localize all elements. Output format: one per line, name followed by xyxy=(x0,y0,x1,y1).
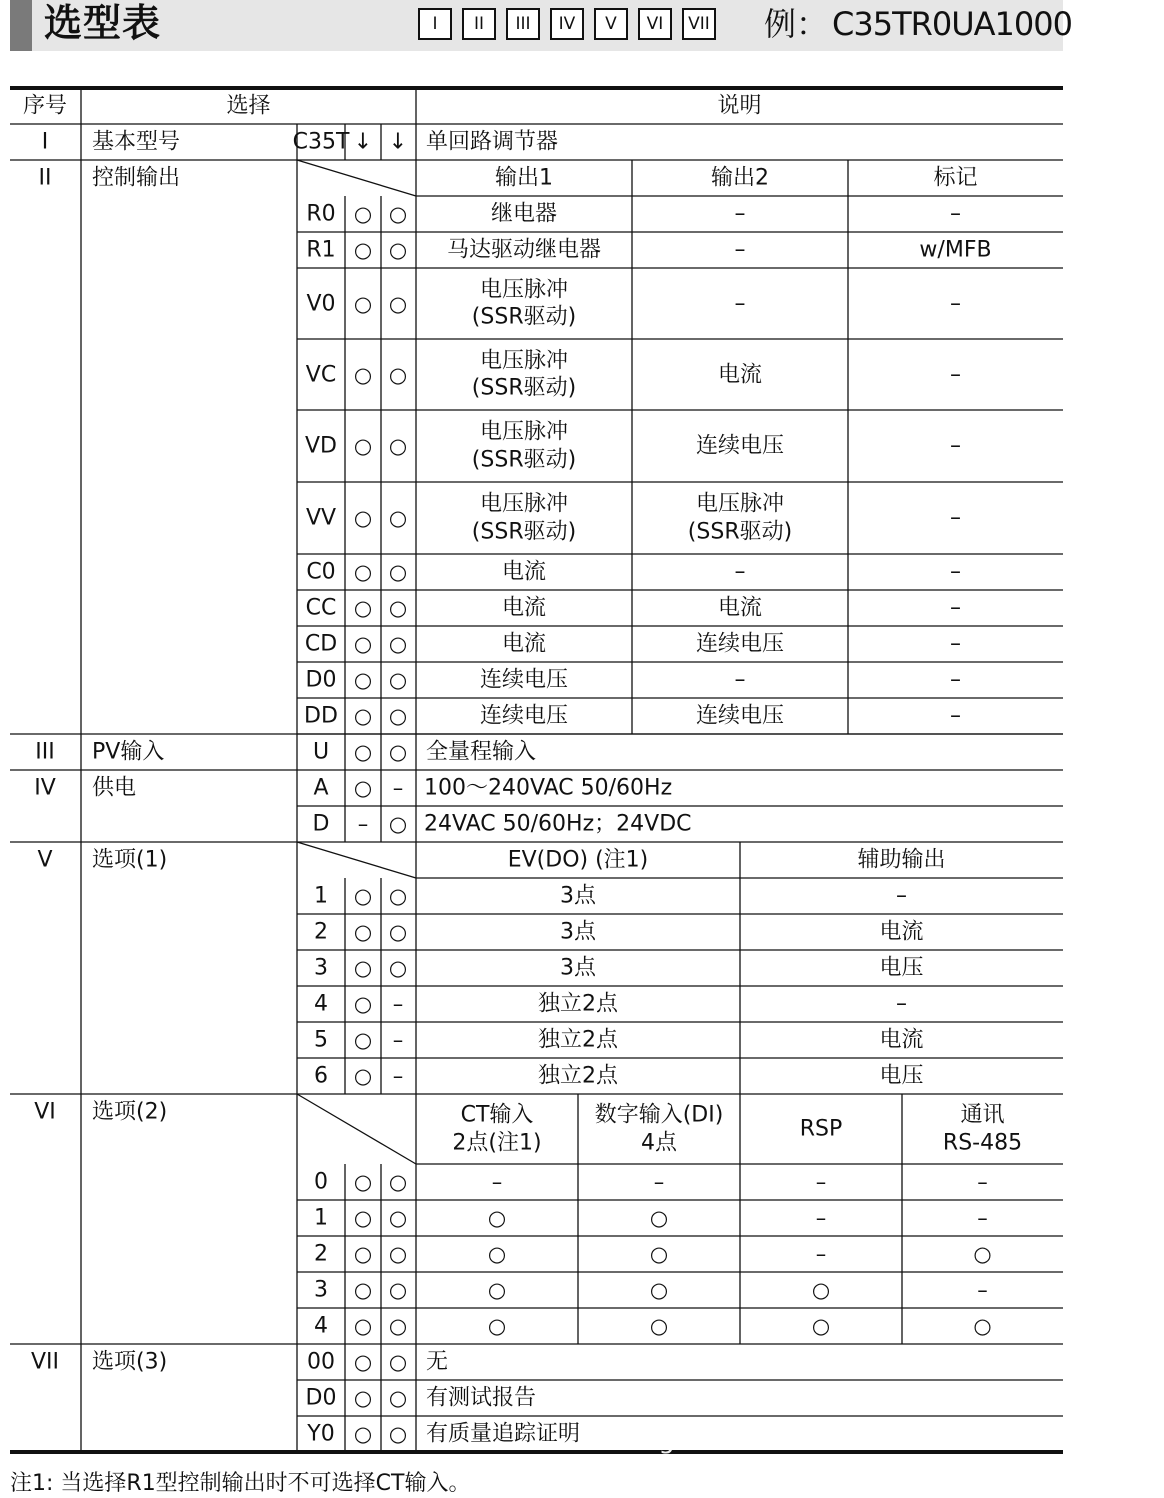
option-code: R0 xyxy=(306,201,336,227)
availability-mark: – xyxy=(357,811,369,836)
option-code: 0 xyxy=(314,1169,328,1195)
model-position-box: III xyxy=(506,8,540,40)
availability-mark: ○ xyxy=(353,991,373,1016)
availability-mark: ○ xyxy=(388,291,408,316)
feature-mark: ○ xyxy=(811,1313,831,1338)
availability-mark: ○ xyxy=(388,433,408,458)
availability-mark: ○ xyxy=(388,631,408,656)
feature-mark: – xyxy=(977,1277,988,1302)
section-name: 供电 xyxy=(92,775,137,801)
output2-value: – xyxy=(734,290,746,316)
option-code: DD xyxy=(304,703,338,729)
availability-mark: ○ xyxy=(353,955,373,980)
option-code: D0 xyxy=(305,1385,337,1411)
seq-VI: VI xyxy=(34,1099,56,1125)
availability-mark: ○ xyxy=(388,362,408,387)
option-code: D0 xyxy=(305,667,337,693)
option-code: 6 xyxy=(314,1063,328,1089)
output2-value: 电流 xyxy=(717,595,763,621)
model-position-box: VI xyxy=(638,8,672,40)
output1-value: 马达驱动继电器 xyxy=(446,237,602,263)
diagonal-line xyxy=(297,1094,416,1164)
output2-value: 连续电压 xyxy=(695,433,785,459)
column-header: 数字输入(DI) 4点 xyxy=(594,1102,724,1155)
aux-output-value: 电流 xyxy=(879,1027,924,1053)
base-model-code: C35T xyxy=(292,129,350,155)
availability-mark: ○ xyxy=(388,1169,408,1194)
description: 全量程输入 xyxy=(426,739,537,765)
feature-mark: – xyxy=(815,1169,827,1194)
down-arrow-icon: ↓ xyxy=(388,129,408,155)
output1-value: 电压脉冲 (SSR驱动) xyxy=(471,491,577,544)
ev-do-value: 独立2点 xyxy=(538,991,618,1017)
availability-mark: ○ xyxy=(388,1205,408,1230)
header-desc: 说明 xyxy=(717,93,762,119)
availability-mark: ○ xyxy=(353,237,373,262)
example-label: 例： xyxy=(764,5,829,43)
feature-mark: – xyxy=(977,1205,988,1230)
column-header: 输出2 xyxy=(711,165,769,191)
output1-value: 电流 xyxy=(501,559,547,585)
output1-value: 电压脉冲 (SSR驱动) xyxy=(471,348,577,401)
option-code: U xyxy=(312,739,330,765)
feature-mark: – xyxy=(815,1205,827,1230)
option-code: 4 xyxy=(314,991,328,1017)
availability-mark: ○ xyxy=(353,505,373,530)
marking-value: – xyxy=(950,559,961,585)
model-position-box: V xyxy=(594,8,628,40)
availability-mark: ○ xyxy=(388,595,408,620)
availability-mark: ○ xyxy=(353,201,373,226)
marking-value: – xyxy=(950,361,961,387)
description: 100～240VAC 50/60Hz xyxy=(424,775,673,801)
feature-mark: ○ xyxy=(487,1277,507,1302)
option-code: R1 xyxy=(306,237,336,263)
ev-do-value: 3点 xyxy=(560,955,596,981)
availability-mark: ○ xyxy=(353,595,373,620)
seq-III: III xyxy=(35,739,55,765)
option-code: VC xyxy=(305,361,337,387)
availability-mark: ○ xyxy=(353,362,373,387)
description: 有测试报告 xyxy=(426,1385,537,1411)
availability-mark: ○ xyxy=(353,1241,373,1266)
option-code: V0 xyxy=(306,290,336,316)
header-seq: 序号 xyxy=(22,93,68,119)
output1-value: 电流 xyxy=(501,595,547,621)
feature-mark: – xyxy=(653,1169,665,1194)
option-code: 2 xyxy=(314,1241,328,1267)
availability-mark: ○ xyxy=(388,559,408,584)
aux-output-value: 电压 xyxy=(879,955,924,981)
description: 有质量追踪证明 xyxy=(426,1421,581,1447)
option-code: 5 xyxy=(314,1027,328,1053)
availability-mark: ○ xyxy=(388,201,408,226)
ev-do-value: 3点 xyxy=(560,883,596,909)
availability-mark: ○ xyxy=(353,433,373,458)
availability-mark: ○ xyxy=(388,667,408,692)
header-select: 选择 xyxy=(226,93,271,119)
output2-value: – xyxy=(734,667,746,693)
feature-mark: ○ xyxy=(811,1277,831,1302)
option-code: VD xyxy=(305,433,337,459)
option-code: 3 xyxy=(314,1277,328,1303)
aux-output-value: 电压 xyxy=(879,1063,924,1089)
availability-mark: ○ xyxy=(353,1313,373,1338)
seq-VII: VII xyxy=(30,1349,60,1375)
option-code: C0 xyxy=(306,559,336,585)
output2-value: – xyxy=(734,559,746,585)
availability-mark: ○ xyxy=(388,1421,408,1446)
page-header xyxy=(10,0,1072,51)
availability-mark: ○ xyxy=(353,703,373,728)
aux-output-value: – xyxy=(896,991,907,1017)
availability-mark: ○ xyxy=(353,1349,373,1374)
header-accent-bar xyxy=(10,0,32,51)
section-name: 选项(2) xyxy=(92,1099,168,1125)
feature-mark: – xyxy=(815,1241,827,1266)
availability-mark: ○ xyxy=(353,739,373,764)
table-top-rule xyxy=(10,86,1063,90)
output1-value: 继电器 xyxy=(490,201,558,227)
availability-mark: ○ xyxy=(353,1027,373,1052)
output2-value: – xyxy=(734,237,746,263)
availability-mark: ○ xyxy=(353,1169,373,1194)
availability-mark: ○ xyxy=(353,1421,373,1446)
output1-value: 电压脉冲 (SSR驱动) xyxy=(471,277,577,330)
marking-value: – xyxy=(950,433,961,459)
footnote: 注1: 当选择R1型控制输出时不可选择CT输入。 xyxy=(10,1471,471,1496)
watermark: Shanghai 4007024642 1000 xyxy=(585,1425,1003,1455)
availability-mark: ○ xyxy=(353,291,373,316)
aux-output-value: – xyxy=(896,883,907,909)
marking-value: w/MFB xyxy=(919,237,992,263)
option-code: D xyxy=(312,811,330,837)
availability-mark: ○ xyxy=(388,955,408,980)
availability-mark: ○ xyxy=(388,1241,408,1266)
availability-mark: ○ xyxy=(353,559,373,584)
availability-mark: ○ xyxy=(388,919,408,944)
availability-mark: ○ xyxy=(388,1313,408,1338)
option-code: CD xyxy=(304,631,338,657)
option-code: 1 xyxy=(314,1205,328,1231)
model-position-box: II xyxy=(462,8,496,40)
availability-mark: ○ xyxy=(388,811,408,836)
down-arrow-icon: ↓ xyxy=(353,129,373,155)
availability-mark: – xyxy=(392,1027,404,1052)
section-name: PV输入 xyxy=(92,739,165,765)
availability-mark: ○ xyxy=(388,883,408,908)
option-code: CC xyxy=(305,595,337,621)
option-code: 1 xyxy=(314,883,328,909)
feature-mark: ○ xyxy=(487,1205,507,1230)
aux-output-value: 电流 xyxy=(879,919,924,945)
output1-value: 连续电压 xyxy=(479,667,569,693)
availability-mark: ○ xyxy=(388,739,408,764)
option-code: 00 xyxy=(307,1349,335,1375)
option-code: 3 xyxy=(314,955,328,981)
column-header: 输出1 xyxy=(495,165,553,191)
output2-value: 电压脉冲 (SSR驱动) xyxy=(687,491,793,544)
description: 单回路调节器 xyxy=(426,129,559,155)
example-model-code: C35TR0UA1000 xyxy=(832,5,1072,43)
availability-mark: ○ xyxy=(353,631,373,656)
output2-value: 连续电压 xyxy=(695,631,785,657)
feature-mark: ○ xyxy=(649,1313,669,1338)
marking-value: – xyxy=(950,201,961,227)
output2-value: 电流 xyxy=(717,361,763,387)
seq-I: I xyxy=(41,129,49,155)
availability-mark: ○ xyxy=(388,1349,408,1374)
marking-value: – xyxy=(950,290,961,316)
availability-mark: – xyxy=(392,1063,404,1088)
availability-mark: ○ xyxy=(353,1385,373,1410)
feature-mark: ○ xyxy=(649,1277,669,1302)
column-header: 通讯 RS-485 xyxy=(942,1102,1023,1155)
column-header: 辅助输出 xyxy=(857,847,946,873)
feature-mark: ○ xyxy=(487,1241,507,1266)
output1-value: 连续电压 xyxy=(479,703,569,729)
availability-mark: ○ xyxy=(353,775,373,800)
availability-mark: ○ xyxy=(388,1277,408,1302)
section-name: 选项(3) xyxy=(92,1349,168,1375)
description: 24VAC 50/60Hz；24VDC xyxy=(424,811,692,837)
model-position-box: VII xyxy=(682,8,716,40)
column-header: RSP xyxy=(799,1116,843,1142)
availability-mark: ○ xyxy=(353,883,373,908)
seq-IV: IV xyxy=(34,775,56,801)
option-code: 2 xyxy=(314,919,328,945)
output1-value: 电流 xyxy=(501,631,547,657)
description: 无 xyxy=(426,1349,449,1375)
feature-mark: – xyxy=(977,1169,988,1194)
diagonal-line xyxy=(297,842,416,878)
ev-do-value: 独立2点 xyxy=(538,1063,618,1089)
section-name: 选项(1) xyxy=(92,847,168,873)
column-header: CT输入 2点(注1) xyxy=(452,1102,542,1155)
marking-value: – xyxy=(950,667,961,693)
ev-do-value: 独立2点 xyxy=(538,1027,618,1053)
model-position-boxes xyxy=(418,8,716,40)
availability-mark: ○ xyxy=(353,1205,373,1230)
section-name: 基本型号 xyxy=(92,129,181,155)
option-code: Y0 xyxy=(307,1421,335,1447)
availability-mark: – xyxy=(392,991,404,1016)
marking-value: – xyxy=(950,631,961,657)
availability-mark: ○ xyxy=(388,1385,408,1410)
option-code: 4 xyxy=(314,1313,328,1339)
ev-do-value: 3点 xyxy=(560,919,596,945)
feature-mark: – xyxy=(491,1169,503,1194)
column-header: EV(DO) (注1) xyxy=(507,847,649,873)
model-position-box: IV xyxy=(550,8,584,40)
feature-mark: ○ xyxy=(973,1241,992,1266)
column-header: 标记 xyxy=(933,165,978,191)
marking-value: – xyxy=(950,703,961,729)
marking-value: – xyxy=(950,595,961,621)
option-code: A xyxy=(313,775,329,801)
output1-value: 电压脉冲 (SSR驱动) xyxy=(471,419,577,472)
marking-value: – xyxy=(950,505,961,531)
availability-mark: ○ xyxy=(353,1277,373,1302)
availability-mark: ○ xyxy=(388,505,408,530)
option-code: VV xyxy=(305,505,337,531)
availability-mark: ○ xyxy=(388,237,408,262)
feature-mark: ○ xyxy=(973,1313,992,1338)
availability-mark: ○ xyxy=(388,703,408,728)
availability-mark: ○ xyxy=(353,667,373,692)
feature-mark: ○ xyxy=(649,1205,669,1230)
availability-mark: ○ xyxy=(353,1063,373,1088)
output2-value: 连续电压 xyxy=(695,703,785,729)
page-title: 选型表 xyxy=(44,1,162,45)
availability-mark: ○ xyxy=(353,919,373,944)
output2-value: – xyxy=(734,201,746,227)
seq-V: V xyxy=(37,847,53,873)
seq-II: II xyxy=(38,165,52,191)
feature-mark: ○ xyxy=(487,1313,507,1338)
availability-mark: – xyxy=(392,775,404,800)
section-name: 控制输出 xyxy=(92,165,181,191)
feature-mark: ○ xyxy=(649,1241,669,1266)
diagonal-line xyxy=(297,160,416,196)
model-position-box: I xyxy=(418,8,452,40)
